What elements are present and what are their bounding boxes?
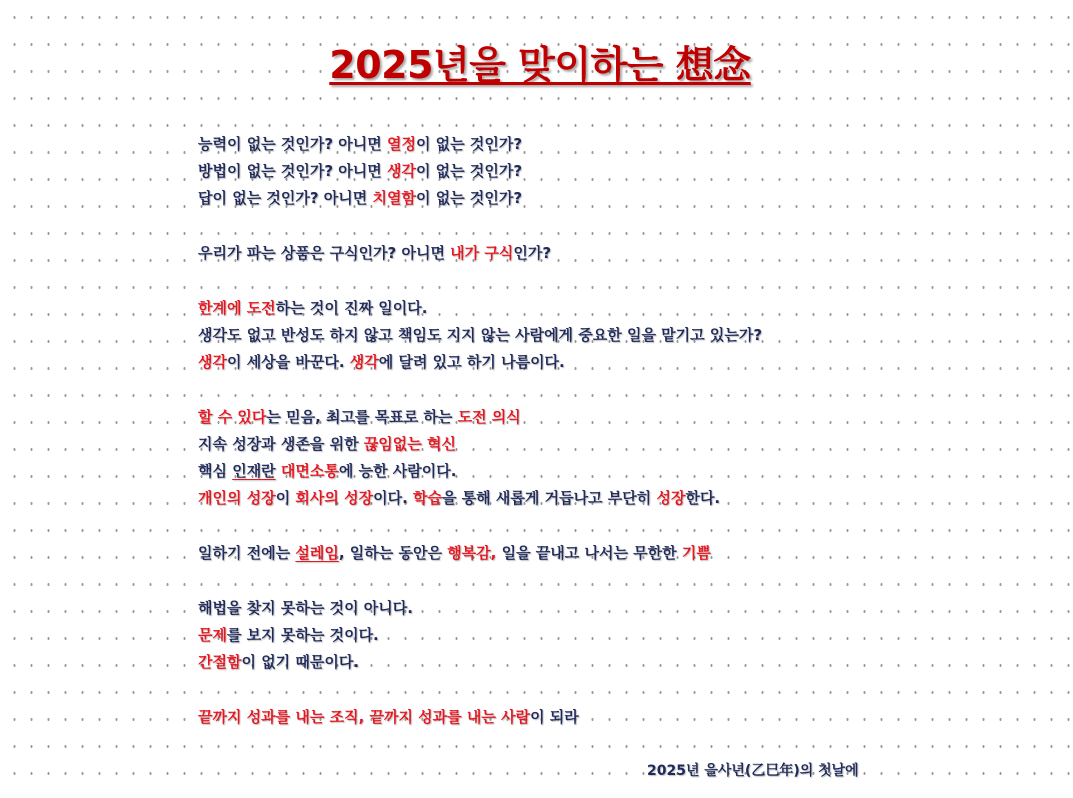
text-line — [198, 595, 1058, 622]
text-line — [198, 431, 1058, 458]
text-segment: 하는 것이 진짜 일이다. — [275, 299, 428, 317]
blank-line — [198, 267, 1058, 295]
highlighted-text: 설레임 — [295, 544, 339, 562]
highlighted-text: 치열함 — [372, 189, 416, 207]
text-segment: 이 없는 것인가? — [415, 189, 523, 207]
text-segment: , 일하는 동안은 — [338, 544, 448, 562]
highlighted-text: 성장 — [656, 489, 686, 507]
highlighted-text: 생각 — [198, 353, 227, 371]
page-title: 2025년을 맞이하는 想念 — [329, 43, 751, 87]
text-segment: 이 되라 — [530, 708, 579, 726]
text-line — [198, 485, 1058, 512]
text-line — [198, 704, 1058, 731]
text-line — [198, 322, 1058, 349]
blank-line — [198, 567, 1058, 595]
blank-line — [198, 512, 1058, 540]
text-line — [198, 131, 1058, 158]
highlighted-text: 생각 — [386, 162, 416, 180]
highlighted-text: 끊임없는 혁신 — [363, 435, 456, 453]
text-line — [198, 404, 1058, 431]
highlighted-text: 간절함 — [198, 653, 242, 671]
highlighted-text: 기쁨 — [681, 544, 711, 562]
text-segment: 인가? — [513, 244, 552, 262]
highlighted-text: 내가 구식 — [450, 244, 514, 262]
highlighted-text: 문제 — [198, 626, 227, 644]
text-line — [198, 622, 1058, 649]
text-segment: 지속 성장과 생존을 위한 — [198, 435, 364, 453]
text-line — [198, 240, 1058, 267]
text-line — [198, 649, 1058, 676]
text-segment: 이 — [275, 489, 296, 507]
text-segment: 답이 없는 것인가? 아니면 — [198, 189, 373, 207]
text-segment: 을 통해 새롭게 거듭나고 부단히 — [441, 489, 657, 507]
text-segment: 해법을 찾지 못하는 것이 아니다. — [198, 599, 413, 617]
text-segment: 에 능한 사람이다. — [338, 462, 457, 480]
highlighted-text: 할 수 있다 — [198, 408, 267, 426]
highlighted-text: 생각 — [349, 353, 379, 371]
highlighted-text: 회사의 성장 — [295, 489, 374, 507]
text-segment: 한다. — [685, 489, 721, 507]
highlighted-text: 학습 — [413, 489, 442, 507]
text-segment: 이 없기 때문이다. — [241, 653, 360, 671]
text-segment: 생각도 없고 반성도 하지 않고 책임도 지지 않는 사람에게 중요한 일을 맡기고 있는가? — [198, 326, 763, 344]
text-segment: 이 없는 것인가? — [415, 135, 523, 153]
text-line — [198, 349, 1058, 376]
highlighted-text: 도전 의식 — [457, 408, 521, 426]
text-segment: 이 세상을 바꾼다. — [226, 353, 350, 371]
body-text — [198, 131, 1058, 731]
text-segment: 일하기 전에는 — [198, 544, 296, 562]
text-segment: 에 달려 있고 하기 나름이다. — [378, 353, 565, 371]
highlighted-text: 개인의 성장 — [198, 489, 276, 507]
text-line — [198, 295, 1058, 322]
highlighted-text: 열정 — [386, 135, 416, 153]
text-segment: 를 보지 못하는 것이다. — [226, 626, 379, 644]
text-segment: 이 없는 것인가? — [415, 162, 523, 180]
text-segment: 핵심 — [198, 462, 233, 480]
text-line — [198, 540, 1058, 567]
highlighted-text: 대면소통 — [280, 462, 339, 480]
text-line — [198, 185, 1058, 212]
highlighted-text: 행복감, — [447, 544, 497, 562]
highlighted-text: 한계에 도전 — [198, 299, 276, 317]
text-segment: 일을 끝내고 나서는 무한한 — [496, 544, 682, 562]
text-segment: 인재란 — [232, 462, 276, 480]
blank-line — [198, 676, 1058, 704]
text-line — [198, 458, 1058, 485]
text-segment: 이다. — [373, 489, 413, 507]
text-segment: 능력이 없는 것인가? 아니면 — [198, 135, 387, 153]
footer-date: 2025년 을사년(乙巳年)의 첫날에 — [647, 763, 859, 779]
blank-line — [198, 212, 1058, 240]
text-segment: 는 믿음, 최고를 목표로 하는 — [266, 408, 458, 426]
text-line — [198, 158, 1058, 185]
text-segment: 우리가 파는 상품은 구식인가? 아니면 — [198, 244, 451, 262]
highlighted-text: 끝까지 성과를 내는 조직, 끝까지 성과를 내는 사람 — [198, 708, 531, 726]
blank-line — [198, 376, 1058, 404]
text-segment: 방법이 없는 것인가? 아니면 — [198, 162, 387, 180]
